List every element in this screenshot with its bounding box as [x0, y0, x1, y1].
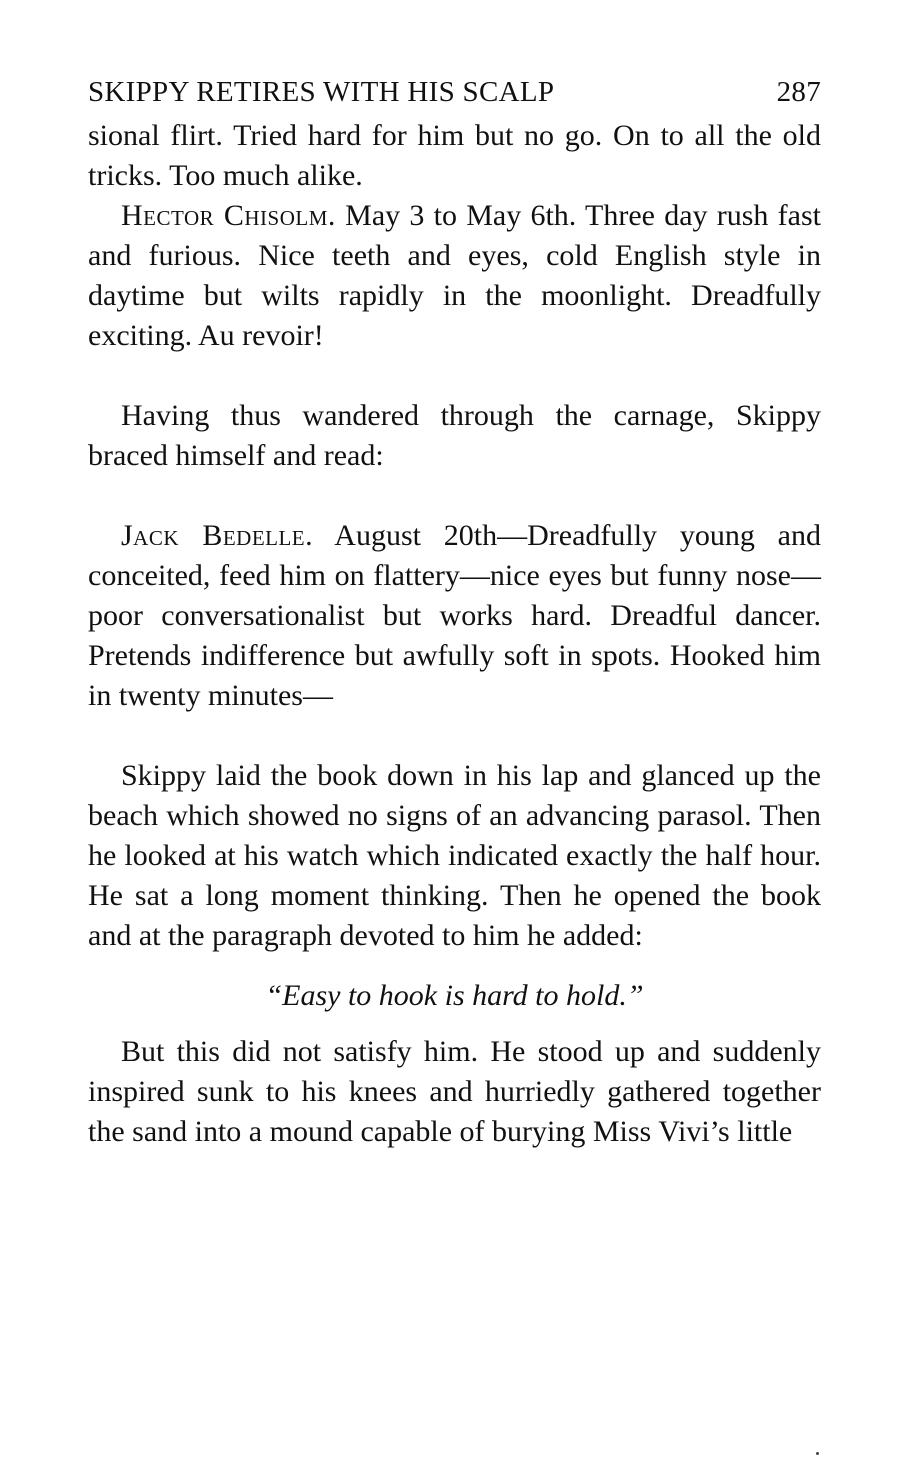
- entry-name: Jack Bedelle.: [121, 519, 314, 552]
- italic-quote: “Easy to hook is hard to hold.”: [265, 979, 644, 1012]
- entry-text: May 3 to May 6th. Three day rush fast and furious. Nice teeth and eyes, cold English style in daytime but wilts rapidly in the moonlight. Dreadfully exciting. Au revoir!: [88, 199, 821, 352]
- running-header: [88, 72, 821, 112]
- paragraph-skippy-book: Skippy laid the book down in his lap and glanced up the beach which showed no signs of an advancing parasol. Then he looked at his watch which indicated exactly the half hour. He sat a long moment thinking. Then he opened the book and at the paragraph devoted to him he added:: [88, 759, 821, 952]
- paragraph-continuation: sional flirt. Tried hard for him but no go. On to all the old tricks. Too much alike.: [88, 119, 821, 192]
- page-number: 287: [776, 76, 821, 108]
- entry-jack-bedelle: [88, 516, 821, 716]
- paragraph-sand-mound: But this did not satisfy him. He stood up and suddenly inspired sunk to his knees and hurriedly gathered together the sand into a mound capable of burying Miss Vivi’s little: [88, 1035, 821, 1148]
- entry-hector-chisolm: [88, 196, 821, 356]
- entry-text: August 20th—Dreadfully young and conceited, feed him on flattery—nice eyes but funny nose—poor conversationalist but works hard. Dreadful dancer. Pretends indifference but awfully soft in spots. Hooked him in twenty minutes—: [88, 519, 821, 712]
- book-page: [88, 72, 821, 1152]
- print-mark: [816, 1452, 819, 1455]
- running-title: SKIPPY RETIRES WITH HIS SCALP: [88, 76, 555, 108]
- paragraph-carnage: Having thus wandered through the carnage, Skippy braced himself and read:: [88, 399, 821, 472]
- entry-name: Hector Chisolm.: [121, 199, 336, 232]
